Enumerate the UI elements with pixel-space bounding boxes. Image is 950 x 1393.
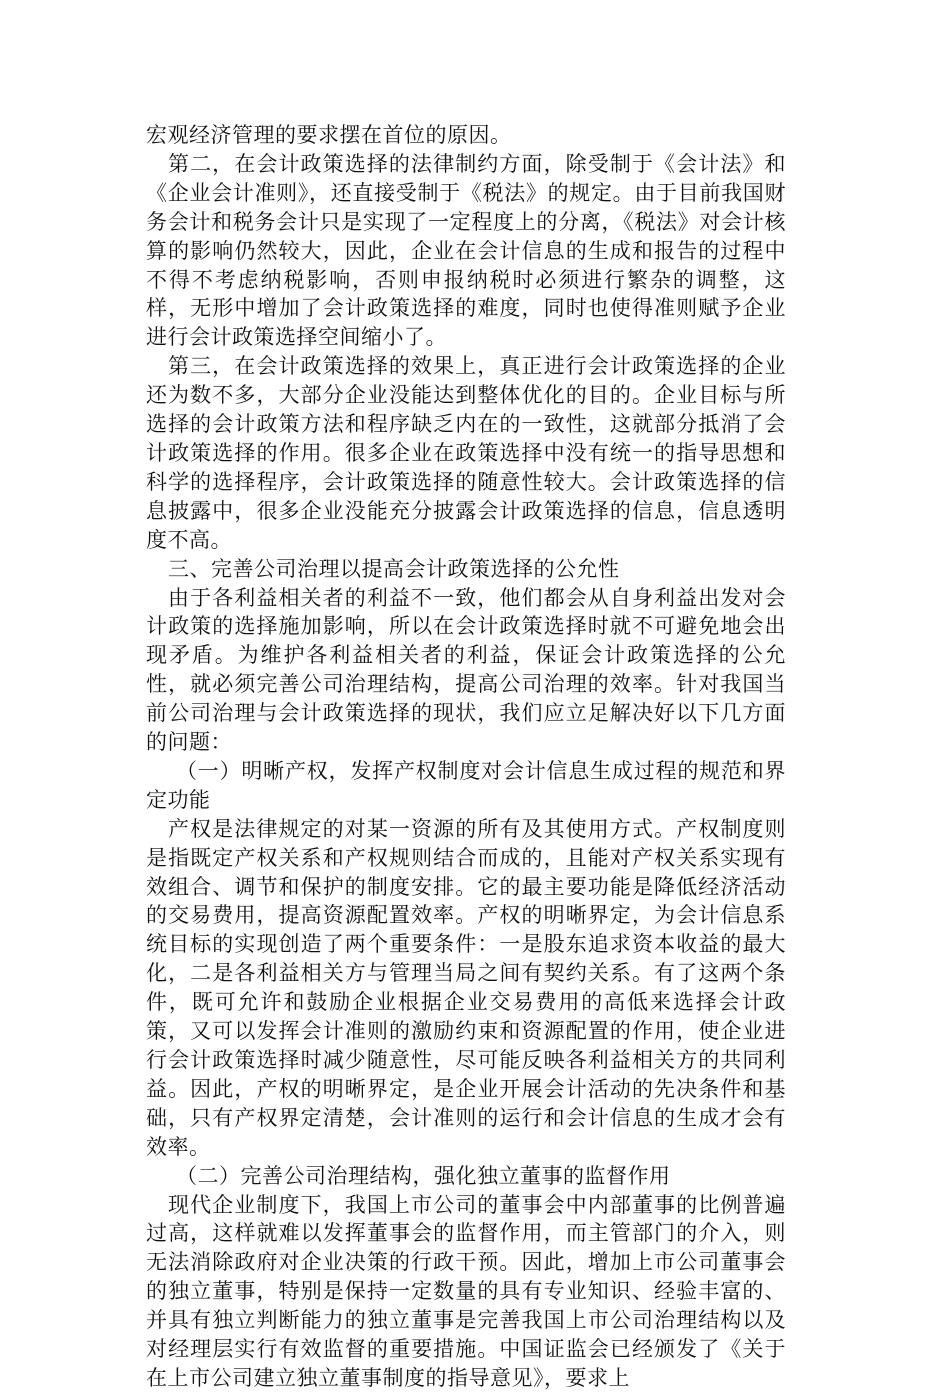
subheading-property-rights: （一）明晰产权，发挥产权制度对会计信息生成过程的规范和界定功能 [146,758,786,812]
paragraph-second-point: 第二，在会计政策选择的法律制约方面，除受制于《会计法》和《企业会计准则》，还直接受制于《税法》的规定。由于目前我国财务会计和税务会计只是实现了一定程度上的分离，《税法》对会计核算的影响仍然较大，因此，企业在会计信息的生成和报告的过程中不得不考虑纳税影响，否则申报纳税时必须进行繁杂的调整，这样，无形中增加了会计政策选择的难度，同时也使得准则赋予企业进行会计政策选择空间缩小了。 [146,151,786,350]
subheading-governance: （二）完善公司治理结构，强化独立董事的监督作用 [176,1163,671,1188]
section-heading: 三、完善公司治理以提高会计政策选择的公允性 [168,556,620,581]
body-text [146,121,786,1393]
paragraph-section-intro: 由于各利益相关者的利益不一致，他们都会从自身利益出发对会计政策的选择施加影响，所以在会计政策选择时就不可避免地会出现矛盾。为维护各利益相关者的利益，保证会计政策选择的公允性，就必须完善公司治理结构，提高公司治理的效率。针对我国当前公司治理与会计政策选择的现状，我们应立足解决好以下几方面的问题： [146,585,786,755]
paragraph-property-rights: 产权是法律规定的对某一资源的所有及其使用方式。产权制度则是指既定产权关系和产权规则结合而成的，且能对产权关系实现有效组合、调节和保护的制度安排。它的最主要功能是降低经济活动的交易费用，提高资源配置效率。产权的明晰界定，为会计信息系统目标的实现创造了两个重要条件：一是股东追求资本收益的最大化，二是各利益相关方与管理当局之间有契约关系。有了这两个条件，既可允许和鼓励企业根据企业交易费用的高低来选择会计政策，又可以发挥会计准则的激励约束和资源配置的作用，使企业进行会计政策选择时减少随意性，尽可能反映各利益相关方的共同利益。因此，产权的明晰界定，是企业开展会计活动的先决条件和基础，只有产权界定清楚，会计准则的运行和会计信息的生成才会有效率。 [146,816,786,1159]
paragraph-third-point: 第三，在会计政策选择的效果上，真正进行会计政策选择的企业还为数不多，大部分企业没能达到整体优化的目的。企业目标与所选择的会计政策方法和程序缺乏内在的一致性，这就部分抵消了会计政策选择的作用。很多企业在政策选择中没有统一的指导思想和科学的选择程序，会计政策选择的随意性较大。会计政策选择的信息披露中，很多企业没能充分披露会计政策选择的信息，信息透明度不高。 [146,354,786,552]
paragraph-governance: 现代企业制度下，我国上市公司的董事会中内部董事的比例普遍过高，这样就难以发挥董事会的监督作用，而主管部门的介入，则无法消除政府对企业决策的行政干预。因此，增加上市公司董事会的独立董事，特别是保持一定数量的具有专业知识、经验丰富的、并具有独立判断能力的独立董事是完善我国上市公司治理结构以及对经理层实行有效监督的重要措施。中国证监会已经颁发了《关于在上市公司建立独立董事制度的指导意见》，要求上 [146,1192,786,1390]
paragraph-continuation: 宏观经济管理的要求摆在首位的原因。 [146,123,512,147]
